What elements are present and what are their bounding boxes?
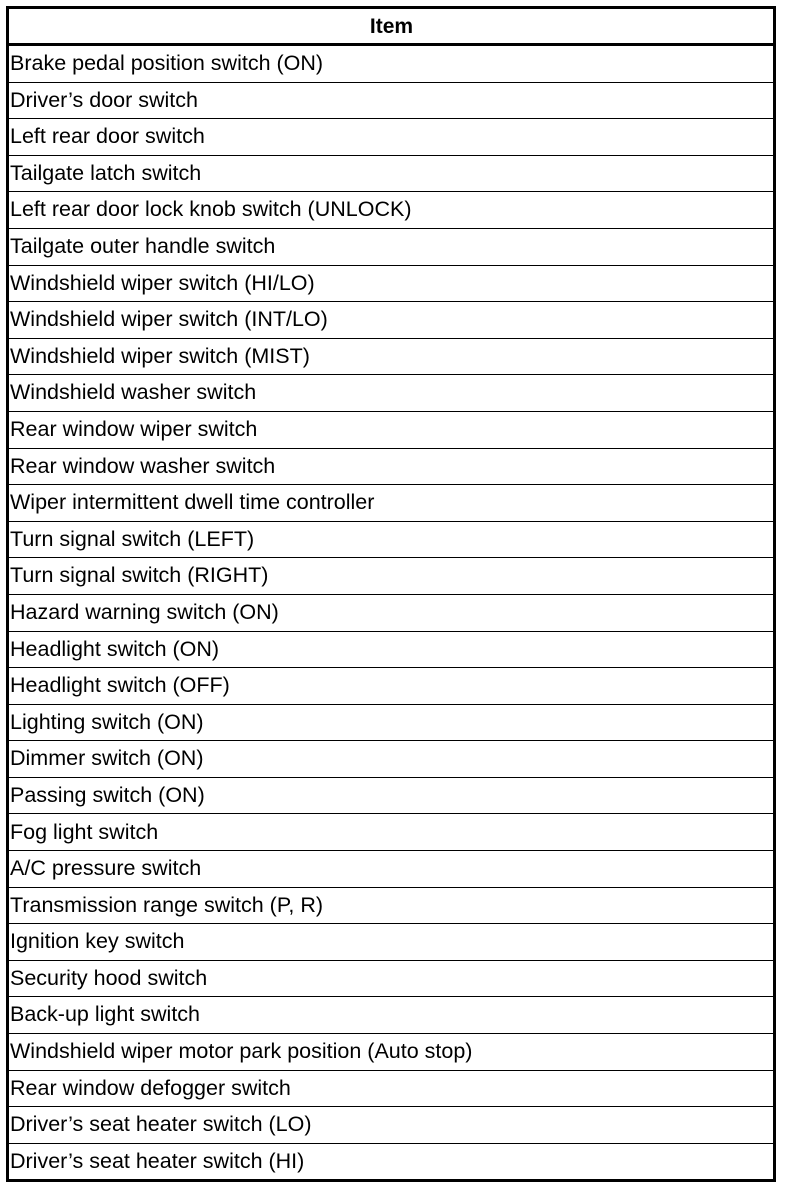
table-row: [9, 1143, 773, 1179]
item-cell: Security hood switch: [9, 960, 773, 997]
table-row: [9, 82, 773, 119]
item-table-frame: [6, 6, 776, 1182]
table-row: [9, 119, 773, 156]
item-cell: Headlight switch (OFF): [9, 668, 773, 705]
column-header-item: Item: [9, 9, 773, 45]
table-row: [9, 521, 773, 558]
table-row: [9, 631, 773, 668]
item-cell: Hazard warning switch (ON): [9, 594, 773, 631]
table-row: [9, 375, 773, 412]
table-row: [9, 558, 773, 595]
table-row: [9, 851, 773, 888]
table-row: [9, 45, 773, 83]
item-cell: A/C pressure switch: [9, 851, 773, 888]
item-cell: Driver’s door switch: [9, 82, 773, 119]
table-row: [9, 594, 773, 631]
table-row: [9, 155, 773, 192]
item-cell: Ignition key switch: [9, 924, 773, 961]
table-row: [9, 668, 773, 705]
item-cell: Tailgate outer handle switch: [9, 228, 773, 265]
item-cell: Back-up light switch: [9, 997, 773, 1034]
table-row: [9, 265, 773, 302]
item-cell: Windshield washer switch: [9, 375, 773, 412]
table-row: [9, 1034, 773, 1071]
table-row: [9, 302, 773, 339]
table-row: [9, 741, 773, 778]
item-cell: Wiper intermittent dwell time controller: [9, 485, 773, 522]
table-row: [9, 1107, 773, 1144]
item-cell: Windshield wiper motor park position (Auto stop): [9, 1034, 773, 1071]
table-header-row: [9, 9, 773, 45]
item-cell: Left rear door switch: [9, 119, 773, 156]
item-cell: Driver’s seat heater switch (LO): [9, 1107, 773, 1144]
item-cell: Dimmer switch (ON): [9, 741, 773, 778]
table-row: [9, 192, 773, 229]
table-row: [9, 960, 773, 997]
table-row: [9, 777, 773, 814]
table-row: [9, 1070, 773, 1107]
table-row: [9, 228, 773, 265]
item-table: [9, 9, 773, 1179]
item-cell: Windshield wiper switch (MIST): [9, 338, 773, 375]
table-row: [9, 338, 773, 375]
item-cell: Windshield wiper switch (HI/LO): [9, 265, 773, 302]
item-cell: Brake pedal position switch (ON): [10, 51, 324, 76]
item-cell: Headlight switch (ON): [9, 631, 773, 668]
item-cell: Transmission range switch (P, R): [9, 887, 773, 924]
item-cell: Driver’s seat heater switch (HI): [9, 1143, 773, 1179]
table-body: [9, 45, 773, 1180]
table-row: [9, 997, 773, 1034]
table-row: [9, 411, 773, 448]
item-cell: Rear window washer switch: [9, 448, 773, 485]
table-row: [9, 924, 773, 961]
item-cell: Tailgate latch switch: [9, 155, 773, 192]
item-cell: Left rear door lock knob switch (UNLOCK): [9, 192, 773, 229]
item-cell: Windshield wiper switch (INT/LO): [9, 302, 773, 339]
table-row: [9, 485, 773, 522]
item-cell: Rear window defogger switch: [9, 1070, 773, 1107]
item-cell: Lighting switch (ON): [9, 704, 773, 741]
table-row: [9, 704, 773, 741]
item-cell: Rear window wiper switch: [9, 411, 773, 448]
item-cell: Turn signal switch (LEFT): [9, 521, 773, 558]
table-row: [9, 448, 773, 485]
item-cell: Passing switch (ON): [9, 777, 773, 814]
item-cell: Fog light switch: [9, 814, 773, 851]
table-row: [9, 814, 773, 851]
table-row: [9, 887, 773, 924]
item-cell: Turn signal switch (RIGHT): [9, 558, 773, 595]
